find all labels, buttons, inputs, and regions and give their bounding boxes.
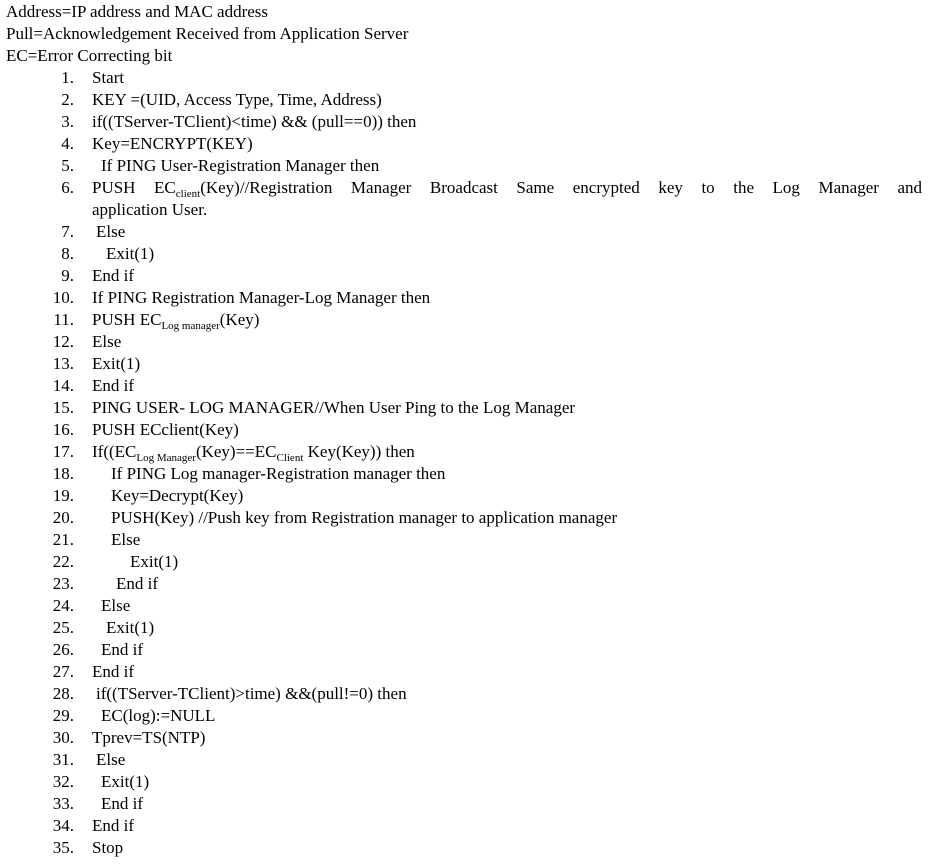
step-number: 6.	[61, 178, 74, 197]
step-number: 20.	[52, 508, 74, 527]
step-line	[0, 155, 950, 177]
step-number: 35.	[52, 838, 74, 857]
step-number: 1.	[61, 68, 74, 87]
step-text: Stop	[92, 838, 124, 857]
step-line	[0, 595, 950, 617]
step-number: 15.	[52, 398, 74, 417]
step-number: 28.	[52, 684, 74, 703]
step-number: 9.	[61, 266, 74, 285]
step-text: Tprev=TS(NTP)	[92, 728, 206, 747]
step-number: 32.	[52, 772, 74, 791]
step-text: if((TServer-TClient)<time) && (pull==0)) then	[92, 112, 417, 131]
step-text-part: PUSH EC	[92, 178, 176, 197]
step-text	[92, 441, 415, 463]
step-text: Exit(1)	[106, 618, 155, 637]
step-number: 12.	[52, 332, 74, 351]
step-text: Exit(1)	[106, 244, 155, 263]
step-line	[0, 485, 950, 507]
step-text: Exit(1)	[101, 772, 150, 791]
step-line	[0, 133, 950, 155]
step-line	[0, 507, 950, 529]
step-number: 27.	[52, 662, 74, 681]
step-line	[0, 463, 950, 485]
step-line	[0, 793, 950, 815]
step-number: 22.	[52, 552, 74, 571]
step-text: Else	[111, 530, 141, 549]
step-text: End if	[101, 640, 144, 659]
definition-ec: EC=Error Correcting bit	[6, 46, 173, 65]
step-number: 7.	[61, 222, 74, 241]
step-text: End if	[92, 376, 135, 395]
step-number: 30.	[52, 728, 74, 747]
step-number: 14.	[52, 376, 74, 395]
step-number: 3.	[61, 112, 74, 131]
step-line	[0, 353, 950, 375]
step-line	[0, 287, 950, 309]
step-text: If PING Log manager-Registration manager then	[111, 464, 446, 483]
step-number: 8.	[61, 244, 74, 263]
step-subscript: Client	[276, 452, 304, 464]
step-line	[0, 727, 950, 749]
step-text: KEY =(UID, Access Type, Time, Address)	[92, 90, 382, 109]
step-line	[0, 177, 950, 199]
step-number: 34.	[52, 816, 74, 835]
step-text: Exit(1)	[92, 354, 141, 373]
step-text-part: (Key)==EC	[195, 442, 277, 461]
step-text: Start	[92, 68, 125, 87]
step-number: 21.	[52, 530, 74, 549]
step-line	[0, 617, 950, 639]
step-text: End if	[92, 662, 135, 681]
step-text: PING USER- LOG MANAGER//When User Ping to the Log Manager	[92, 398, 576, 417]
step-line	[0, 683, 950, 705]
step-line	[0, 529, 950, 551]
step-line	[0, 89, 950, 111]
step-text: Key=Decrypt(Key)	[111, 486, 244, 505]
step-subscript: Log Manager	[136, 452, 196, 464]
step-text-part: (Key)	[219, 310, 260, 329]
step-text: End if	[92, 816, 135, 835]
step-line	[0, 771, 950, 793]
step-text: Key=ENCRYPT(KEY)	[92, 134, 253, 153]
step-text: If PING User-Registration Manager then	[101, 156, 380, 175]
step-line	[0, 419, 950, 441]
step-number: 10.	[52, 288, 74, 307]
step-line	[0, 573, 950, 595]
step-line	[0, 837, 950, 859]
definition-address: Address=IP address and MAC address	[6, 2, 269, 21]
step-line	[0, 331, 950, 353]
step-number: 5.	[61, 156, 74, 175]
step-text: PUSH ECclient(Key)	[92, 420, 239, 439]
step-line	[0, 375, 950, 397]
step-subscript: client	[175, 188, 201, 200]
step-line	[0, 815, 950, 837]
step-subscript: Log manager	[161, 320, 220, 332]
step-line	[0, 441, 950, 463]
step-number: 33.	[52, 794, 74, 813]
step-text: End if	[116, 574, 159, 593]
step-text: EC(log):=NULL	[101, 706, 216, 725]
step-number: 26.	[52, 640, 74, 659]
step-line	[0, 661, 950, 683]
step-number: 11.	[53, 310, 74, 329]
step-text-part: Key(Key)) then	[303, 442, 415, 461]
step-number: 13.	[52, 354, 74, 373]
step-text: PUSH(Key) //Push key from Registration manager to application manager	[111, 508, 618, 527]
step-line	[0, 749, 950, 771]
step-number: 17.	[52, 442, 74, 461]
step-number: 19.	[52, 486, 74, 505]
step-number: 29.	[52, 706, 74, 725]
step-number: 25.	[52, 618, 74, 637]
step-text: if((TServer-TClient)>time) &&(pull!=0) then	[96, 684, 407, 703]
step-number: 18.	[52, 464, 74, 483]
definition-pull: Pull=Acknowledgement Received from Application Server	[6, 24, 409, 43]
step-number: 31.	[52, 750, 74, 769]
step-number: 23.	[52, 574, 74, 593]
step-text: Else	[101, 596, 131, 615]
step-line-continuation	[0, 199, 950, 221]
step-text-part: PUSH EC	[92, 310, 162, 329]
step-number: 4.	[61, 134, 74, 153]
step-text: Exit(1)	[130, 552, 179, 571]
step-text: Else	[92, 332, 122, 351]
step-text-part: If((EC	[92, 442, 137, 461]
step-line	[0, 639, 950, 661]
step-text: End if	[101, 794, 144, 813]
step-text: Else	[96, 750, 126, 769]
step-text: If PING Registration Manager-Log Manager then	[92, 288, 431, 307]
step-text: Else	[96, 222, 126, 241]
step-text	[92, 309, 259, 331]
step-line	[0, 67, 950, 89]
step-number: 2.	[61, 90, 74, 109]
step-line	[0, 111, 950, 133]
step-line	[0, 309, 950, 331]
step-number: 24.	[52, 596, 74, 615]
step-number: 16.	[52, 420, 74, 439]
step-line	[0, 551, 950, 573]
step-line	[0, 221, 950, 243]
step-text: application User.	[92, 200, 208, 219]
step-text: End if	[92, 266, 135, 285]
step-text	[92, 177, 922, 199]
step-text-part: (Key)//Registration Manager Broadcast Same encrypted key to the Log Manager and	[200, 178, 923, 197]
step-line	[0, 397, 950, 419]
step-line	[0, 243, 950, 265]
step-line	[0, 705, 950, 727]
step-line	[0, 265, 950, 287]
